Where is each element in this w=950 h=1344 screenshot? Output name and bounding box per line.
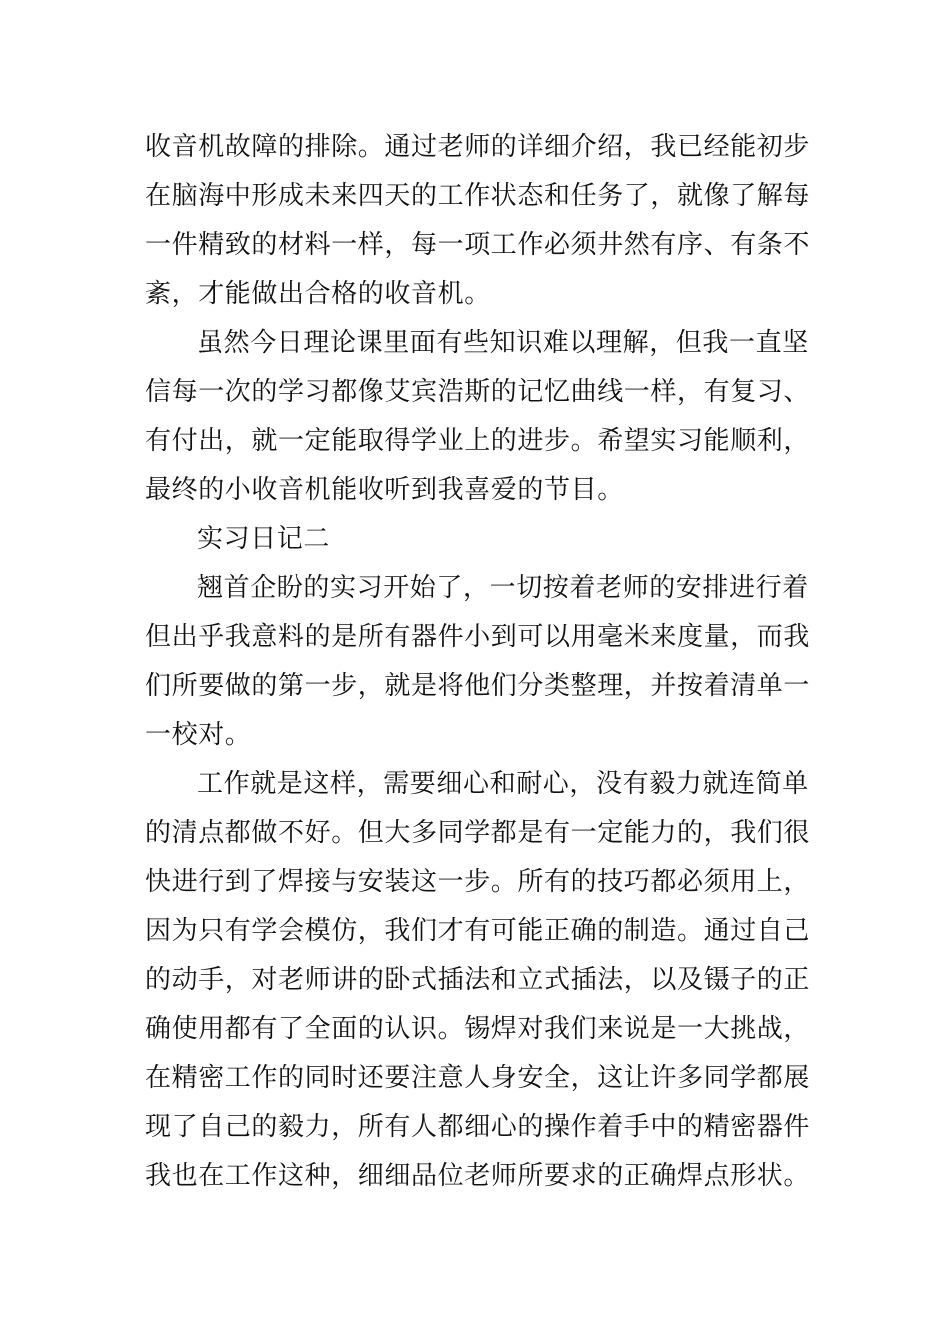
text-line: 收音机故障的排除。通过老师的详细介绍，我已经能初步	[145, 132, 811, 162]
text-line: 紊，才能做出合格的收音机。	[145, 279, 491, 309]
text-line: 有付出，就一定能取得学业上的进步。希望实习能顺利，	[145, 426, 811, 456]
text-line: 我也在工作这种，细细品位老师所要求的正确焊点形状。	[145, 1161, 811, 1191]
text-line: 们所要做的第一步，就是将他们分类整理，并按着清单一	[145, 671, 811, 701]
text-line: 但出乎我意料的是所有器件小到可以用毫米来度量，而我	[145, 622, 811, 652]
text-line: 现了自己的毅力，所有人都细心的操作着手中的精密器件	[145, 1112, 811, 1142]
text-line: 一校对。	[145, 720, 252, 750]
text-line: 确使用都有了全面的认识。锡焊对我们来说是一大挑战，	[145, 1014, 811, 1044]
text-line: 最终的小收音机能收听到我喜爱的节目。	[145, 475, 624, 505]
text-line: 快进行到了焊接与安装这一步。所有的技巧都必须用上，	[145, 867, 811, 897]
text-line: 信每一次的学习都像艾宾浩斯的记忆曲线一样，有复习、	[145, 377, 811, 407]
text-line: 一件精致的材料一样，每一项工作必须井然有序、有条不	[145, 230, 811, 260]
text-line: 在脑海中形成未来四天的工作状态和任务了，就像了解每	[145, 181, 811, 211]
text-line: 在精密工作的同时还要注意人身安全，这让许多同学都展	[145, 1063, 811, 1093]
text-line: 工作就是这样，需要细心和耐心，没有毅力就连简单	[197, 769, 809, 799]
text-line: 的清点都做不好。但大多同学都是有一定能力的，我们很	[145, 818, 811, 848]
text-line: 的动手，对老师讲的卧式插法和立式插法，以及镊子的正	[145, 965, 811, 995]
text-line: 虽然今日理论课里面有些知识难以理解，但我一直坚	[197, 328, 809, 358]
text-line: 翘首企盼的实习开始了，一切按着老师的安排进行着	[197, 573, 809, 603]
text-line: 因为只有学会模仿，我们才有可能正确的制造。通过自己	[145, 916, 811, 946]
section-heading: 实习日记二	[197, 524, 331, 554]
document-page	[145, 123, 811, 1201]
